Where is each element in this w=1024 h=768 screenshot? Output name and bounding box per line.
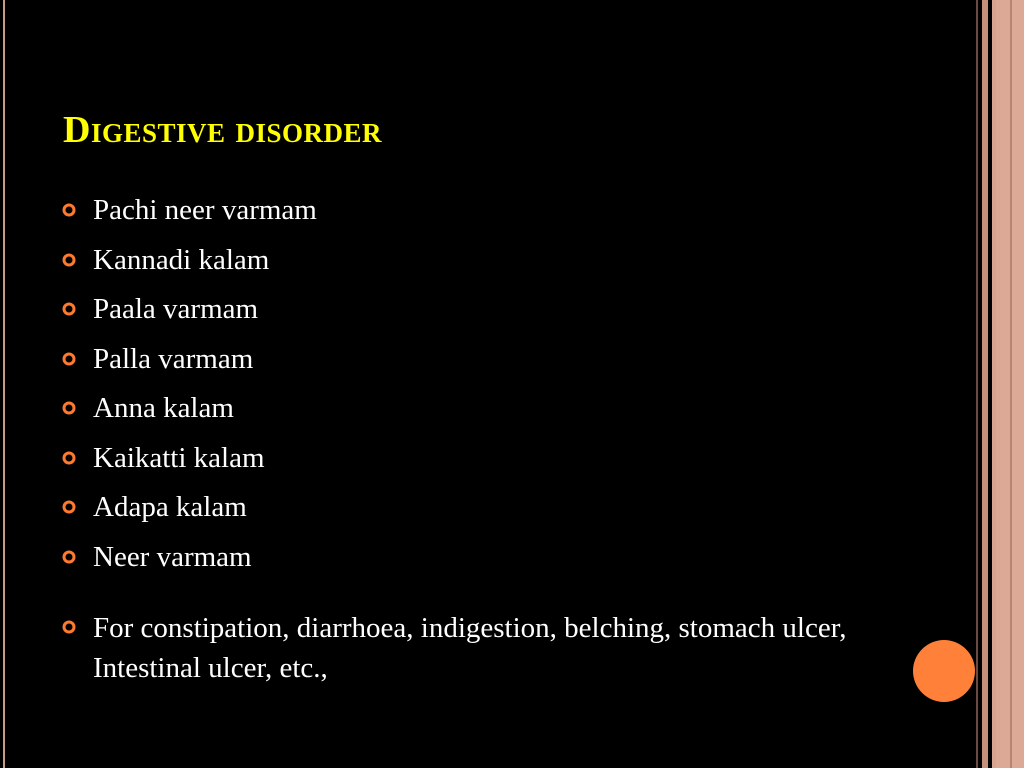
bullet-item bbox=[62, 236, 902, 286]
right-decorative-stripes bbox=[976, 0, 1024, 768]
slide-title: Digestive disorder bbox=[63, 109, 383, 151]
bullet-item bbox=[62, 285, 902, 335]
bullet-text: Paala varmam bbox=[93, 293, 259, 325]
bullet-item-note bbox=[62, 608, 902, 688]
ring-bullet-icon bbox=[62, 352, 76, 366]
ring-bullet-icon bbox=[62, 451, 76, 465]
bullet-text: Palla varmam bbox=[93, 342, 254, 375]
bullet-item bbox=[62, 434, 902, 484]
bullet-item bbox=[62, 384, 902, 434]
left-border bbox=[0, 0, 8, 768]
bullet-text: Adapa kalam bbox=[93, 491, 247, 523]
bullet-text: Kaikatti kalam bbox=[93, 441, 265, 474]
bullet-item bbox=[62, 533, 902, 583]
ring-bullet-icon bbox=[62, 203, 76, 217]
ring-bullet-icon bbox=[62, 620, 76, 634]
ring-bullet-icon bbox=[62, 302, 76, 316]
left-border-line bbox=[3, 0, 5, 768]
ring-bullet-icon bbox=[62, 550, 76, 564]
orange-circle-decoration bbox=[913, 640, 975, 702]
bullet-text: Pachi neer varmam bbox=[93, 194, 317, 226]
bullet-item bbox=[62, 186, 902, 236]
stripe bbox=[1010, 0, 1012, 768]
bullet-text: Neer varmam bbox=[93, 540, 252, 573]
ring-bullet-icon bbox=[62, 253, 76, 267]
bullet-item bbox=[62, 335, 902, 385]
bullet-item bbox=[62, 483, 902, 533]
bullet-text: Anna kalam bbox=[93, 392, 234, 424]
bullet-list bbox=[62, 186, 902, 688]
bullet-text: For constipation, diarrhoea, indigestion, belching, stomach ulcer, Intestinal ulcer, etc., bbox=[93, 612, 847, 684]
bullet-text: Kannadi kalam bbox=[93, 243, 270, 276]
ring-bullet-icon bbox=[62, 401, 76, 415]
ring-bullet-icon bbox=[62, 500, 76, 514]
